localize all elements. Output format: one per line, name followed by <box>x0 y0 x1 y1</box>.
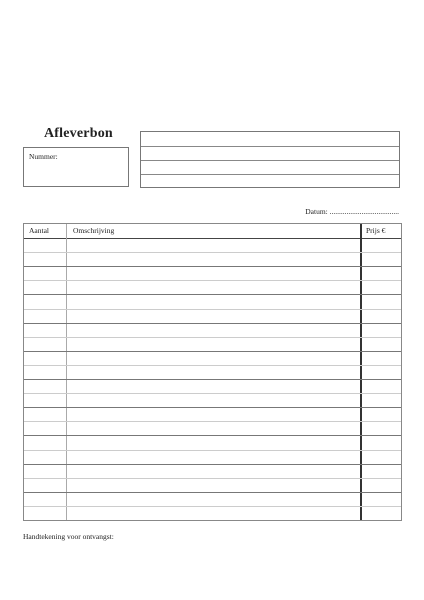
table-row-line <box>24 337 401 338</box>
column-divider-price <box>360 224 362 520</box>
page-title: Afleverbon <box>44 126 113 141</box>
signature-label: Handtekening voor ontvangst: <box>23 532 114 541</box>
column-header-price: Prijs € <box>366 226 386 235</box>
table-row-line <box>24 266 401 267</box>
table-row-line <box>24 309 401 310</box>
column-divider <box>66 224 67 520</box>
table-row-line <box>24 393 401 394</box>
address-box <box>140 131 400 188</box>
table-row-line <box>24 294 401 295</box>
table-row-line <box>24 421 401 422</box>
table-row-line <box>24 280 401 281</box>
table-row-line <box>24 379 401 380</box>
table-row-line <box>24 252 401 253</box>
table-row-line <box>24 492 401 493</box>
table-row-line <box>24 351 401 352</box>
number-label: Nummer: <box>29 152 58 161</box>
column-header-description: Omschrijving <box>73 226 115 235</box>
table-row-line <box>24 407 401 408</box>
items-table <box>23 223 402 521</box>
table-row-line <box>24 506 401 507</box>
table-header <box>24 224 401 239</box>
table-row-line <box>24 478 401 479</box>
column-header-quantity: Aantal <box>29 226 49 235</box>
date-field: Datum: ..................................... <box>305 207 399 216</box>
table-row-line <box>24 323 401 324</box>
address-line <box>141 174 399 175</box>
table-row-line <box>24 365 401 366</box>
number-box <box>23 147 129 187</box>
table-row-line <box>24 450 401 451</box>
address-line <box>141 160 399 161</box>
address-line <box>141 146 399 147</box>
table-row-line <box>24 435 401 436</box>
table-row-line <box>24 464 401 465</box>
